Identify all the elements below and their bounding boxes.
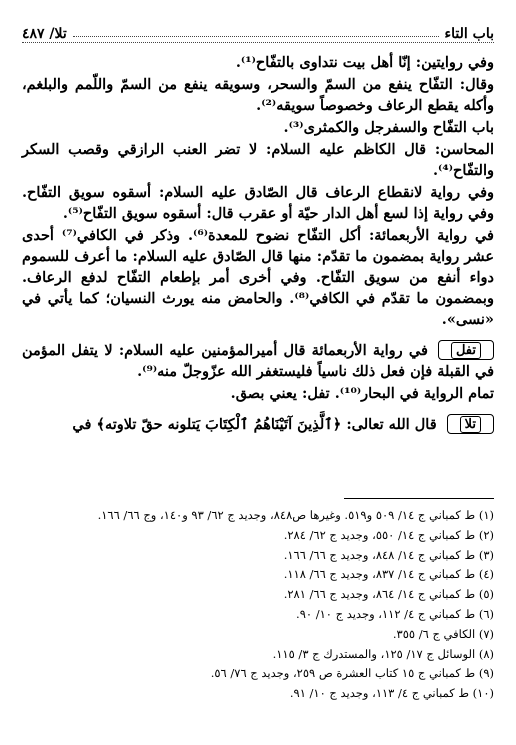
footnotes bbox=[22, 506, 494, 704]
main-text bbox=[22, 52, 494, 436]
footnote: (١) ط كمباني ج ١٤/ ٥٠٩ و٥١٩. وغيرها ص٨٤٨، وجديد ج ٦٢/ ٩٣ و١٤٠، وج ٦٦/ ١٦٦. bbox=[97, 508, 494, 522]
entry-badge-tafl: تفل bbox=[438, 340, 494, 360]
paragraph-text: في رواية الأربعمائة قال أميرالمؤمنين عليه السلام: لا يتفل المؤمن في القبلة فإن فعل ذلك ناسياً فليستغفر الله عزّوجلّ منه⁽⁹⁾. bbox=[22, 342, 494, 380]
paragraph: في رواية الأربعمائة: أكل التفّاح نضوح للمعدة⁽⁶⁾. وذكر في الكافي⁽⁷⁾ أحدى عشر رواية بمضمون ما تقدّم: منها قال الصّادق عليه السلام: ما أعرف للسموم دواء أنفع من سويق التفّاح. وفي أخرى أمر بإطعام التفّاح لدفع الرعاف. وبمضمون ما تقدّم في الكافي⁽⁸⁾. والحامض منه يورث النسيان؛ كما يأتي في «نسى». bbox=[22, 227, 494, 328]
paragraph-text: قال الله تعالى: ﴿ٱلَّذِينَ آتَيْنَاهُمُ ٱلْكِتَابَ يَتلونه حقّ تلاوته﴾ في bbox=[72, 416, 437, 433]
footnote-separator bbox=[344, 498, 494, 499]
paragraph-text: قال الكاظم عليه السلام: لا تضر العنب الرازقي وقصب السكر والتفّاح⁽⁴⁾. bbox=[22, 141, 494, 179]
footnote: (٩) ط كمباني ج ١٥ كتاب العشرة ص ٢٥٩، وجديد ج ٧٦/ ٥٦. bbox=[210, 666, 494, 681]
entry-paragraph bbox=[22, 340, 494, 382]
paragraph: وقال: التفّاح ينفع من السمّ والسحر، وسويقه ينفع من السمّ واللّمم والبلغم، وأكله يقطع الرعاف وخصوصاً سويقه⁽²⁾. bbox=[22, 76, 494, 114]
paragraph: وفي رواية لانقطاع الرعاف قال الصّادق عليه السلام: أسقوه سويق التفّاح. وفي رواية إذا لسع أهل الدار حيّة أو عقرب قال: أسقوه سويق التفّاح⁽⁵⁾. bbox=[22, 184, 494, 222]
footnote: (٤) ط كمباني ج ١٤/ ٨٣٧، وجديد ج ٦٦/ ١١٨. bbox=[283, 567, 494, 582]
footnote: (٧) الكافي ج ٦/ ٣٥٥. bbox=[392, 626, 494, 641]
footnote: (٦) ط كمباني ج ٤/ ١١٢، وجديد ج ١٠/ ٩٠. bbox=[296, 606, 494, 621]
footnote: (٣) ط كمباني ج ١٤/ ٨٤٨، وجديد ج ٦٦/ ١٦٦. bbox=[283, 547, 494, 562]
source-label: المحاسن: bbox=[434, 141, 494, 158]
footnote: (٢) ط كمباني ج ١٤/ ٥٥٠، وجديد ج ٦٢/ ٢٨٤. bbox=[283, 527, 494, 542]
header-leader-dots bbox=[73, 36, 439, 37]
paragraph: باب التفّاح والسفرجل والكمثرى⁽³⁾. bbox=[283, 119, 494, 136]
page-header bbox=[22, 20, 494, 43]
footnote: (٥) ط كمباني ج ١٤/ ٨٦٤، وجديد ج ٦٦/ ٢٨١. bbox=[283, 587, 494, 602]
entry-paragraph bbox=[22, 414, 494, 435]
footnote: (٨) الوسائل ج ١٧/ ١٢٥، والمستدرك ج ٣/ ١١٥. bbox=[272, 646, 494, 661]
entry-badge-tala: تلا bbox=[447, 414, 494, 434]
paragraph bbox=[22, 139, 494, 181]
paragraph: تمام الرواية في البحار⁽¹⁰⁾. تفل: يعني بصق. bbox=[230, 385, 494, 402]
page-reference: تلا/ ٤٨٧ bbox=[22, 26, 67, 42]
footnote: (١٠) ط كمباني ج ٤/ ١١٣، وجديد ج ١٠/ ٩١. bbox=[289, 686, 494, 701]
chapter-title: باب التاء bbox=[444, 26, 494, 42]
paragraph: وفي روايتين: إنّا أهل بيت نتداوى بالتفّاح⁽¹⁾. bbox=[235, 54, 494, 71]
